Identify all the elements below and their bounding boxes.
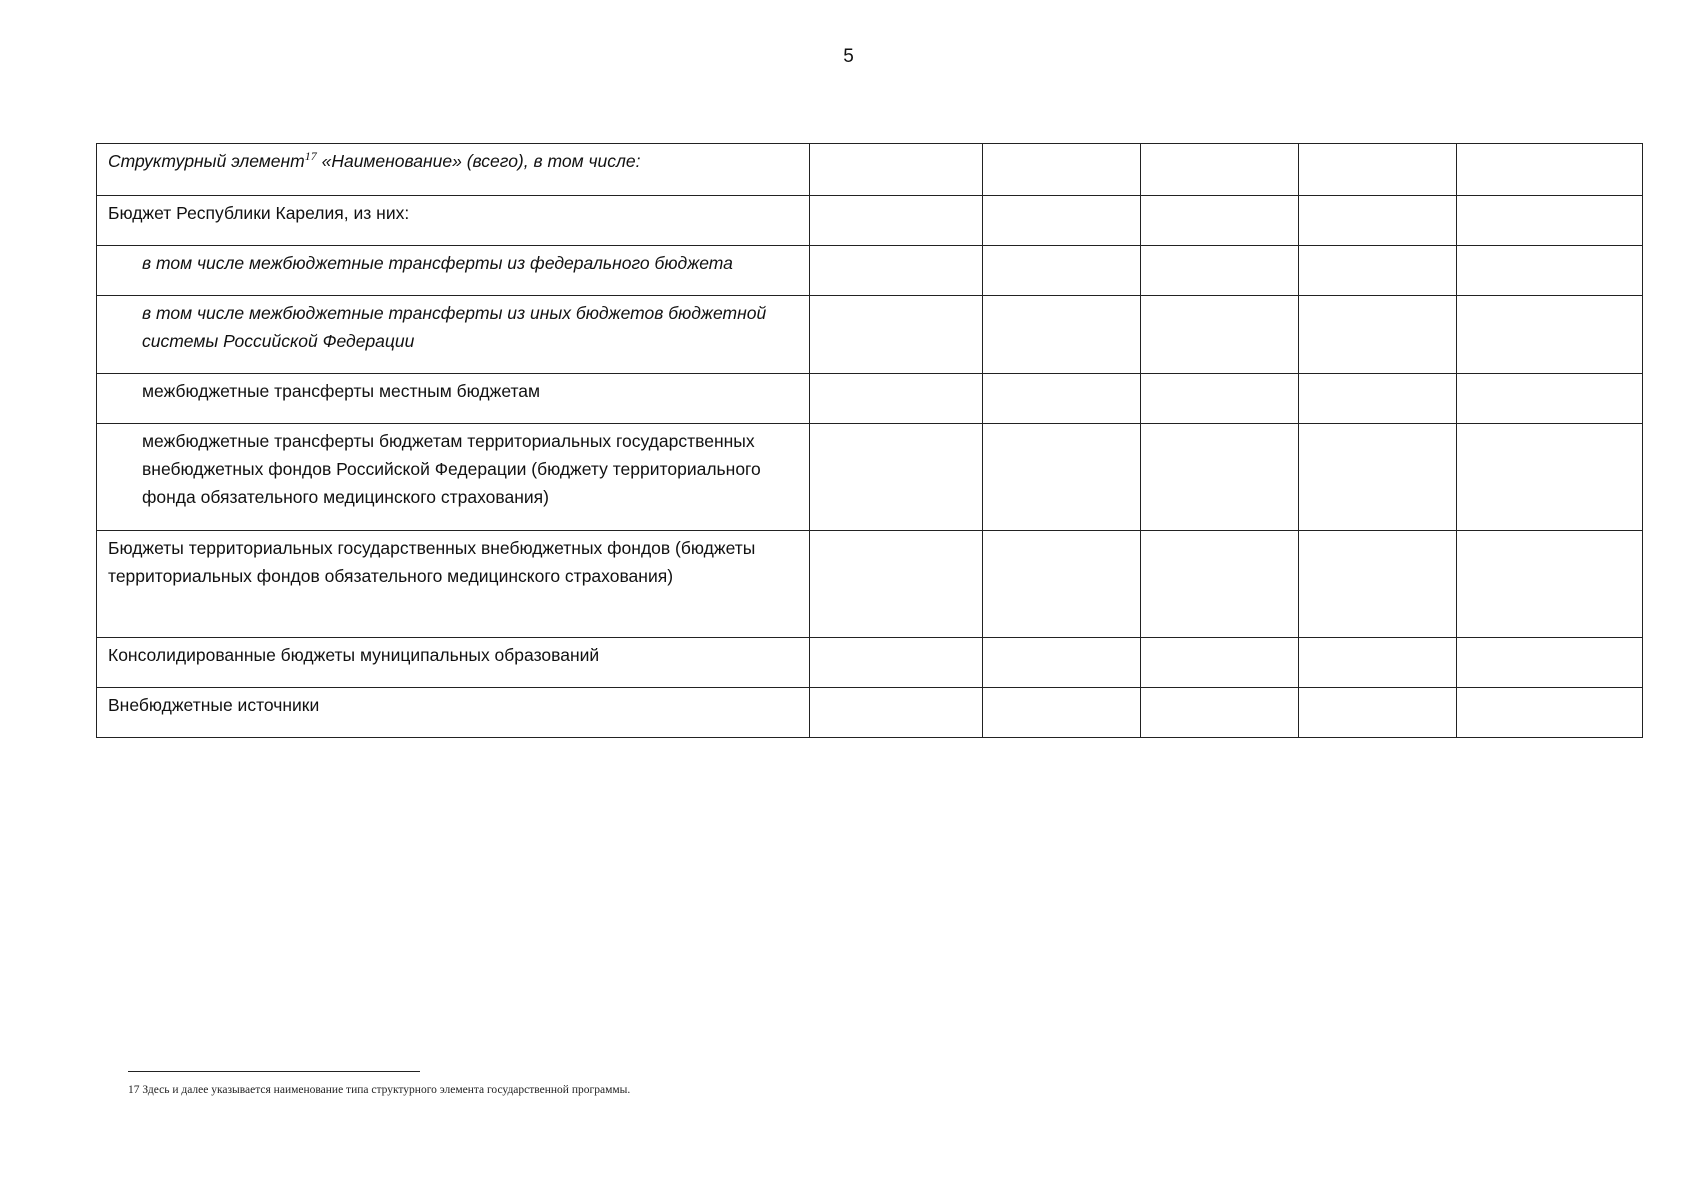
footnote-ref: 17	[304, 149, 317, 164]
value-cell	[1141, 374, 1299, 424]
page-number: 5	[843, 46, 854, 67]
value-cell	[1141, 246, 1299, 296]
value-cell	[983, 246, 1141, 296]
row-label: межбюджетные трансферты местным бюджетам	[97, 374, 810, 424]
value-cell	[1457, 246, 1643, 296]
value-cell	[1299, 374, 1457, 424]
value-cell	[1457, 374, 1643, 424]
row-label-text: Структурный элемент	[108, 151, 305, 171]
value-cell	[1457, 688, 1643, 738]
row-label: в том числе межбюджетные трансферты из федерального бюджета	[97, 246, 810, 296]
row-label: Бюджет Республики Карелия, из них:	[97, 196, 810, 246]
value-cell	[1141, 638, 1299, 688]
value-cell	[1141, 424, 1299, 531]
value-cell	[1457, 296, 1643, 374]
value-cell	[1299, 246, 1457, 296]
value-cell	[1141, 688, 1299, 738]
row-label: межбюджетные трансферты бюджетам территориальных государственных внебюджетных фондов Российской Федерации (бюджету территориального фонда обязательного медицинского страхования)	[97, 424, 810, 531]
value-cell	[1141, 531, 1299, 638]
value-cell	[1299, 531, 1457, 638]
row-label-suffix: «Наименование» (всего), в том числе:	[316, 151, 641, 171]
row-label: Консолидированные бюджеты муниципальных образований	[97, 638, 810, 688]
value-cell	[1457, 196, 1643, 246]
value-cell	[983, 196, 1141, 246]
value-cell	[1141, 144, 1299, 196]
value-cell	[1457, 144, 1643, 196]
value-cell	[983, 638, 1141, 688]
value-cell	[810, 638, 983, 688]
table-row	[97, 531, 1643, 638]
value-cell	[983, 374, 1141, 424]
value-cell	[810, 144, 983, 196]
table-row	[97, 424, 1643, 531]
value-cell	[1141, 196, 1299, 246]
value-cell	[1299, 296, 1457, 374]
value-cell	[983, 688, 1141, 738]
value-cell	[1457, 638, 1643, 688]
row-label: Внебюджетные источники	[97, 688, 810, 738]
value-cell	[1299, 196, 1457, 246]
table-row	[97, 144, 1643, 196]
value-cell	[983, 296, 1141, 374]
value-cell	[810, 424, 983, 531]
value-cell	[1457, 531, 1643, 638]
table-row	[97, 246, 1643, 296]
value-cell	[810, 196, 983, 246]
footnote: 17 Здесь и далее указывается наименование типа структурного элемента государственной программы.	[128, 1084, 631, 1096]
value-cell	[1457, 424, 1643, 531]
row-label	[97, 144, 810, 196]
value-cell	[810, 296, 983, 374]
table-row	[97, 638, 1643, 688]
value-cell	[810, 688, 983, 738]
value-cell	[1141, 296, 1299, 374]
value-cell	[1299, 688, 1457, 738]
value-cell	[810, 246, 983, 296]
table-row	[97, 196, 1643, 246]
value-cell	[983, 144, 1141, 196]
row-label: Бюджеты территориальных государственных внебюджетных фондов (бюджеты территориальных фондов обязательного медицинского страхования)	[97, 531, 810, 638]
value-cell	[810, 374, 983, 424]
table-row	[97, 296, 1643, 374]
value-cell	[983, 424, 1141, 531]
value-cell	[810, 531, 983, 638]
value-cell	[1299, 638, 1457, 688]
footnote-divider	[128, 1071, 420, 1072]
table-row	[97, 688, 1643, 738]
table-row	[97, 374, 1643, 424]
value-cell	[1299, 424, 1457, 531]
value-cell	[1299, 144, 1457, 196]
value-cell	[983, 531, 1141, 638]
row-label: в том числе межбюджетные трансферты из иных бюджетов бюджетной системы Российской Федерации	[97, 296, 810, 374]
budget-table	[96, 143, 1643, 738]
